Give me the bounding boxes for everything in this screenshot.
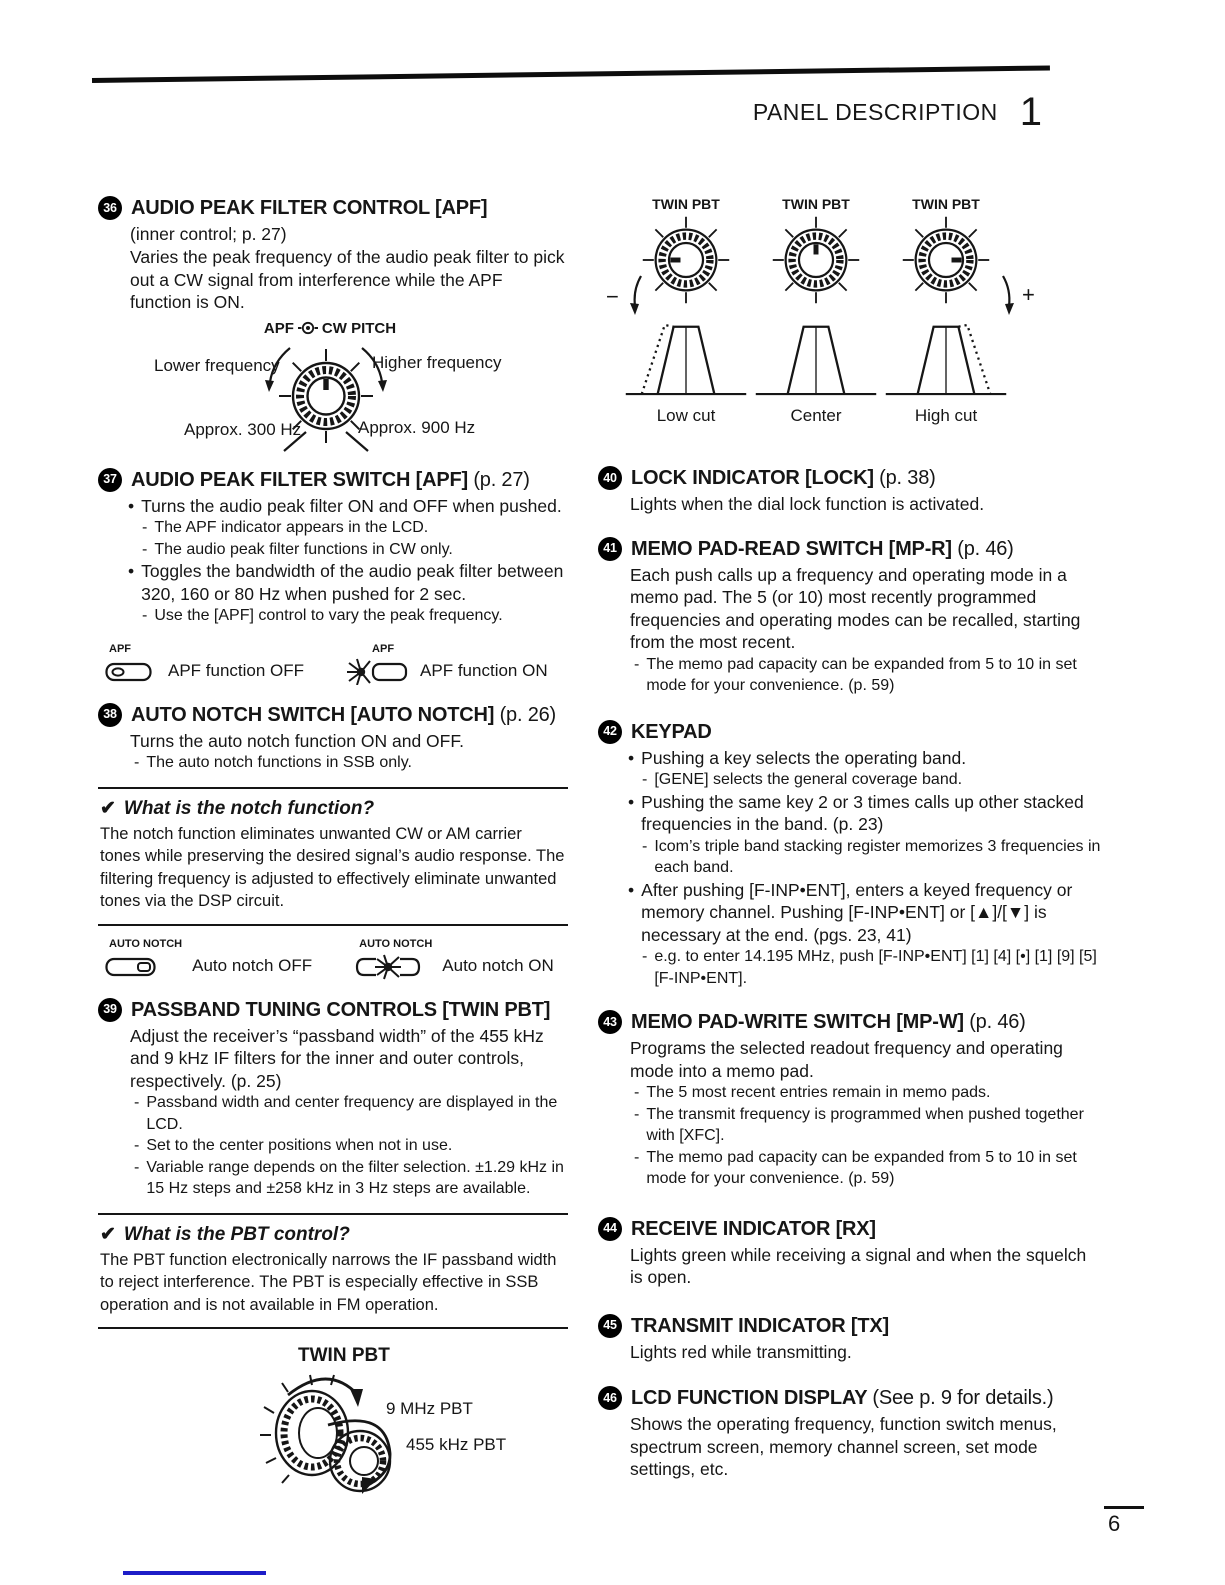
- section-body: Each push calls up a frequency and operating mode in a memo pad. The 5 (or 10) most recently programmed frequencies and operating modes can be recalled, starting from the most recent.: [630, 564, 1081, 652]
- section-body: Programs the selected readout frequency and operating mode into a memo pad.: [630, 1038, 1063, 1081]
- dash-marker: -: [142, 540, 148, 558]
- dash-marker: -: [134, 1137, 140, 1154]
- right-column: [598, 196, 1103, 1481]
- bullet-marker: •: [128, 495, 135, 516]
- dash-marker: -: [134, 1094, 140, 1111]
- page-number: 6: [1108, 1511, 1121, 1536]
- section-body: Lights when the dial lock function is activated.: [630, 494, 985, 514]
- dash-marker: -: [642, 771, 648, 788]
- dash-item: [134, 1135, 568, 1157]
- header-rule: [92, 65, 1050, 82]
- section-title: PASSBAND TUNING CONTROLS [TWIN PBT]: [131, 998, 551, 1021]
- section-memo-pad-write-switch: [598, 1010, 1103, 1190]
- notch-info-box: [98, 787, 568, 926]
- dash-text: e.g. to enter 14.195 MHz, push [F-INP•ENT] [1] [4] [•] [1] [9] [5] [F-INP•ENT].: [654, 948, 1097, 987]
- left-column: [98, 196, 568, 1517]
- page-reference: (p. 38): [879, 467, 936, 489]
- apf-off-icon: [104, 655, 158, 685]
- ccw-arrow-icon: [626, 272, 648, 316]
- section-receive-indicator: [598, 1217, 1103, 1289]
- dash-text: The auto notch functions in SSB only.: [146, 754, 412, 771]
- section-number-badge: 38: [98, 703, 122, 727]
- dash-marker: -: [634, 1084, 640, 1101]
- apf-label: APF: [263, 319, 294, 337]
- apf-on-icon: [346, 655, 410, 685]
- dash-item: [134, 1092, 568, 1135]
- knob-high-cut-icon: [900, 214, 992, 306]
- page-reference: (p. 46): [957, 537, 1014, 560]
- chapter-number: 1: [1019, 90, 1042, 134]
- section-body: Varies the peak frequency of the audio peak filter to pick out a CW signal from interference while the APF function is ON.: [130, 247, 565, 312]
- page-header: [753, 90, 1042, 135]
- auto-notch-indicator-label: AUTO NOTCH: [109, 937, 183, 950]
- cw-pitch-label: CW PITCH: [321, 319, 397, 337]
- page-reference: (p. 26): [499, 703, 556, 726]
- knob-label: TWIN PBT: [652, 196, 720, 212]
- section-number-badge: 41: [598, 537, 622, 561]
- dash-marker: -: [634, 1148, 640, 1166]
- check-icon: ✔: [100, 1223, 116, 1245]
- dash-item: [142, 517, 568, 539]
- info-box-body: The notch function eliminates unwanted CW or AM carrier tones while preserving the desired signal’s audio response. The filtering frequency is adjusted to effectively eliminate unwanted tones via the DSP circuit.: [100, 824, 565, 910]
- section-body: Lights red while transmitting.: [630, 1341, 852, 1362]
- section-keypad: [598, 720, 1103, 990]
- pbt-9mhz-label: 9 MHz PBT: [386, 1399, 473, 1418]
- pbt-knob-center: [770, 196, 862, 306]
- pbt-info-box: [98, 1213, 568, 1330]
- section-number-badge: 42: [598, 720, 622, 744]
- knob-low-cut-icon: [640, 214, 732, 306]
- dash-item: [642, 946, 1103, 989]
- section-title: TRANSMIT INDICATOR [TX]: [631, 1314, 889, 1337]
- dash-item: [134, 752, 568, 774]
- link-underline: [123, 1571, 266, 1575]
- section-title: LCD FUNCTION DISPLAY (See p. 9 for details.): [631, 1387, 1054, 1409]
- bullet-text: Pushing the same key 2 or 3 times calls up other stacked frequencies in the band. (p. 23): [641, 791, 1084, 834]
- dash-text: The audio peak filter functions in CW only.: [154, 540, 453, 558]
- bullet-item: [128, 495, 568, 518]
- section-audio-peak-filter-control: [98, 196, 568, 448]
- auto-notch-on-icon: [354, 950, 424, 980]
- dash-marker: -: [634, 655, 640, 673]
- twin-pbt-knob-illustration: [98, 1345, 568, 1517]
- bullet-item: [628, 879, 1103, 947]
- dash-text: The memo pad capacity can be expanded from 5 to 10 in set mode for your convenience. (p. 59): [646, 655, 1077, 694]
- info-box-title: [100, 797, 566, 820]
- knob-label: TWIN PBT: [912, 196, 980, 212]
- low-cut-filter-icon: [624, 316, 748, 403]
- section-title: RECEIVE INDICATOR [RX]: [631, 1217, 876, 1240]
- approx-900hz-label: Approx. 900 Hz: [358, 417, 476, 437]
- bullet-item: [628, 791, 1103, 836]
- dash-text: Set to the center positions when not in use.: [146, 1137, 453, 1154]
- dash-item: [634, 1147, 1103, 1190]
- check-icon: ✔: [100, 797, 116, 819]
- high-cut-filter-icon: [884, 316, 1008, 403]
- dash-item: [642, 769, 1103, 791]
- dash-marker: -: [142, 607, 148, 624]
- info-box-body: The PBT function electronically narrows the IF passband width to reject interference. The PBT is especially effective in SSB operation and is not available in FM operation.: [100, 1250, 557, 1314]
- header-title: PANEL DESCRIPTION: [752, 99, 998, 125]
- section-subtitle: (inner control; p. 27): [130, 224, 287, 244]
- auto-notch-indicator-label: AUTO NOTCH: [359, 937, 433, 950]
- section-number-badge: 45: [598, 1314, 622, 1338]
- bullet-item: [128, 560, 568, 605]
- dash-text: The memo pad capacity can be expanded from 5 to 10 in set mode for your convenience. (p. 59): [646, 1148, 1077, 1187]
- dash-text: Icom’s triple band stacking register memorizes 3 frequencies in each band.: [654, 837, 1101, 876]
- section-title: MEMO PAD-READ SWITCH [MP-R] (p. 46): [631, 537, 1014, 560]
- twin-pbt-title: TWIN PBT: [298, 1345, 390, 1366]
- apf-off-caption: APF function OFF: [168, 660, 305, 680]
- bullet-marker: •: [628, 879, 635, 900]
- auto-notch-on-caption: Auto notch ON: [442, 955, 554, 975]
- section-number-badge: 36: [98, 196, 122, 220]
- section-body: Lights green while receiving a signal and when the squelch is open.: [630, 1244, 1087, 1287]
- section-title: KEYPAD: [631, 720, 712, 743]
- info-box-title: [100, 1223, 566, 1246]
- plus-label: +: [1022, 282, 1035, 307]
- bullet-text: Turns the audio peak filter ON and OFF when pushed.: [141, 495, 562, 516]
- dash-text: The 5 most recent entries remain in memo pads.: [646, 1084, 991, 1101]
- section-number-badge: 46: [598, 1386, 622, 1410]
- filter-shape-high-cut: [884, 316, 1008, 426]
- higher-frequency-label: Higher frequency: [372, 352, 502, 372]
- filter-caption: Center: [790, 406, 842, 425]
- page-reference: (p. 46): [969, 1011, 1026, 1033]
- info-box-title-text: What is the notch function?: [123, 797, 375, 819]
- bullet-item: [628, 747, 1103, 770]
- section-memo-pad-read-switch: [598, 537, 1103, 697]
- section-passband-tuning-controls: [98, 998, 568, 1518]
- section-title: MEMO PAD-WRITE SWITCH [MP-W] (p. 46): [631, 1011, 1026, 1033]
- section-body: Shows the operating frequency, function switch menus, spectrum screen, memory channel screen, set mode settings, etc.: [630, 1414, 1057, 1479]
- dash-text: Use the [APF] control to vary the peak frequency.: [154, 607, 503, 624]
- knob-label: TWIN PBT: [782, 196, 850, 212]
- section-number-badge: 43: [598, 1010, 622, 1034]
- filter-caption: High cut: [914, 406, 978, 425]
- pbt-knob-high-cut: [900, 196, 992, 306]
- section-title: LOCK INDICATOR [LOCK] (p. 38): [631, 467, 936, 489]
- section-lcd-function-display: [598, 1386, 1103, 1481]
- dash-marker: -: [634, 1105, 640, 1123]
- section-audio-peak-filter-switch: [98, 468, 568, 685]
- dash-text: Variable range depends on the filter selection. ±1.29 kHz in 15 Hz steps and ±258 kHz in 3 Hz steps are available.: [146, 1158, 564, 1197]
- dash-text: The transmit frequency is programmed when pushed together with [XFC].: [646, 1105, 1084, 1144]
- lower-frequency-label: Lower frequency: [154, 355, 280, 375]
- page-reference: (See p. 9 for details.): [872, 1387, 1054, 1409]
- bullet-text: After pushing [F-INP•ENT], enters a keyed frequency or memory channel. Pushing [F-INP•ENT] or [▲]/[▼] is necessary at the end. (pgs. 23, 41): [641, 879, 1073, 945]
- section-number-badge: 44: [598, 1217, 622, 1241]
- filter-shape-center: [754, 316, 878, 426]
- approx-300hz-label: Approx. 300 Hz: [184, 419, 302, 439]
- center-filter-icon: [754, 316, 878, 403]
- auto-notch-off-caption: Auto notch OFF: [192, 955, 313, 975]
- bullet-marker: •: [628, 747, 635, 768]
- section-number-badge: 39: [98, 998, 122, 1022]
- apf-indicator-row: [104, 643, 568, 685]
- pbt-455khz-label: 455 kHz PBT: [406, 1435, 507, 1454]
- apf-indicator-label: APF: [372, 642, 395, 655]
- auto-notch-off-icon: [104, 950, 162, 980]
- dash-text: The APF indicator appears in the LCD.: [154, 519, 429, 536]
- knob-center-icon: [770, 214, 862, 306]
- dash-item: [134, 1157, 568, 1200]
- info-box-title-text: What is the PBT control?: [123, 1223, 350, 1245]
- section-body: Adjust the receiver’s “passband width” of the 455 kHz and 9 kHz IF filters for the inner and outer controls, respectively. (p. 25): [130, 1025, 544, 1091]
- dash-text: [GENE] selects the general coverage band.: [654, 771, 963, 788]
- section-transmit-indicator: [598, 1314, 1103, 1364]
- bullet-marker: •: [128, 561, 135, 581]
- section-number-badge: 40: [598, 466, 622, 490]
- apf-on-caption: APF function ON: [420, 660, 548, 680]
- dash-marker: -: [134, 1158, 140, 1176]
- page-reference: (p. 27): [473, 468, 530, 491]
- dash-item: [634, 654, 1103, 697]
- section-title: AUDIO PEAK FILTER CONTROL [APF]: [131, 197, 488, 219]
- auto-notch-indicator-row: [104, 938, 568, 980]
- page-number-rule: [1104, 1506, 1144, 1509]
- dash-text: Passband width and center frequency are displayed in the LCD.: [146, 1094, 558, 1133]
- dash-item: [142, 539, 568, 561]
- bullet-marker: •: [628, 791, 635, 812]
- apf-indicator-label: APF: [109, 642, 131, 655]
- dash-item: [634, 1082, 1103, 1104]
- section-auto-notch-switch: [98, 703, 568, 980]
- pbt-knob-low-cut: [640, 196, 732, 306]
- apf-knob-diagram: [98, 320, 568, 448]
- section-number-badge: 37: [98, 468, 122, 492]
- dash-item: [142, 605, 568, 627]
- dash-marker: -: [134, 754, 140, 771]
- dash-marker: -: [642, 948, 648, 965]
- twin-pbt-knob-drawing: [258, 1369, 418, 1504]
- section-body: Turns the auto notch function ON and OFF.: [130, 730, 464, 751]
- bullet-text: Pushing a key selects the operating band.: [641, 747, 967, 768]
- dash-marker: -: [642, 837, 648, 855]
- section-title: AUTO NOTCH SWITCH [AUTO NOTCH] (p. 26): [131, 703, 556, 726]
- dash-item: [642, 836, 1103, 879]
- filter-shape-low-cut: [624, 316, 748, 426]
- dash-marker: -: [142, 519, 148, 536]
- dash-item: [634, 1104, 1103, 1147]
- section-lock-indicator: [598, 466, 1103, 516]
- minus-label: −: [606, 284, 619, 309]
- twin-pbt-positions-diagram: [598, 196, 1103, 444]
- bullet-text: Toggles the bandwidth of the audio peak filter between 320, 160 or 80 Hz when pushed for 2 sec.: [141, 561, 564, 604]
- section-title: AUDIO PEAK FILTER SWITCH [APF] (p. 27): [131, 468, 530, 491]
- cw-arrow-icon: [996, 272, 1018, 316]
- filter-caption: Low cut: [656, 406, 716, 425]
